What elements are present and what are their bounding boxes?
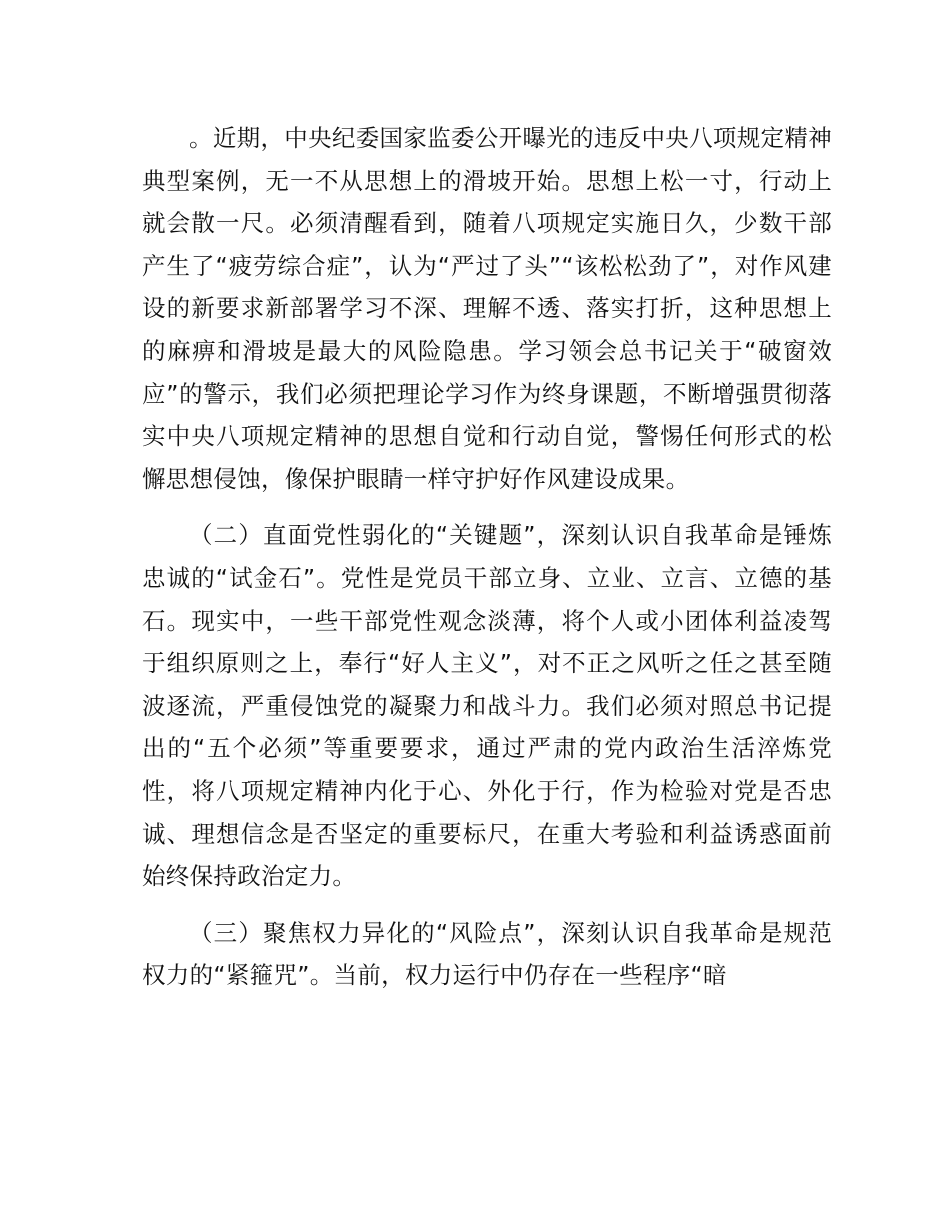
paragraph-3: （三）聚焦权力异化的“风险点”，深刻认识自我革命是规范权力的“紧箍咒”。当前，权力运行中仍存在一些程序“暗 bbox=[142, 918, 832, 990]
paragraph-1: 。近期，中央纪委国家监委公开曝光的违反中央八项规定精神典型案例，无一不从思想上的滑坡开始。思想上松一寸，行动上就会散一尺。必须清醒看到，随着八项规定实施日久，少数干部产生了“疲劳综合症”，认为“严过了头”“该松松劲了”，对作风建设的新要求新部署学习不深、理解不透、落实打折，这种思想上的麻痹和滑坡是最大的风险隐患。学习领会总书记关于“破窗效应”的警示，我们必须把理论学习作为终身课题，不断增强贯彻落实中央八项规定精神的思想自觉和行动自觉，警惕任何形式的松懈思想侵蚀，像保护眼睛一样守护好作风建设成果。 bbox=[142, 124, 832, 493]
document-body bbox=[142, 117, 832, 997]
paragraph-2: （二）直面党性弱化的“关键题”，深刻认识自我革命是锤炼忠诚的“试金石”。党性是党员干部立身、立业、立言、立德的基石。现实中，一些干部党性观念淡薄，将个人或小团体利益凌驾于组织原则之上，奉行“好人主义”，对不正之风听之任之甚至随波逐流，严重侵蚀党的凝聚力和战斗力。我们必须对照总书记提出的“五个必须”等重要要求，通过严肃的党内政治生活淬炼党性，将八项规定精神内化于心、外化于行，作为检验对党是否忠诚、理想信念是否坚定的重要标尺，在重大考验和利益诱惑面前始终保持政治定力。 bbox=[142, 521, 832, 891]
